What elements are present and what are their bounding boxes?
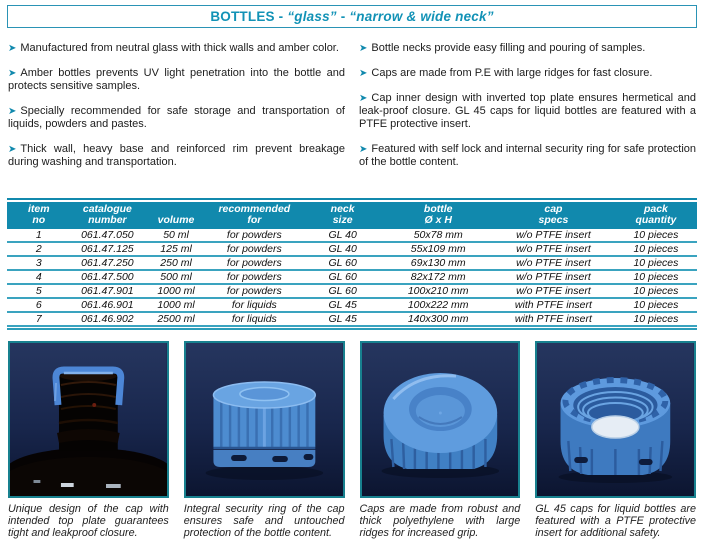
table-cell: 10 pieces bbox=[615, 312, 697, 326]
table-cell: GL 60 bbox=[301, 284, 384, 298]
column-header-recommended-for: recommended for bbox=[208, 202, 301, 229]
feature-text: Cap inner design with inverted top plate ensures hermetical and leak-proof closure. GL 45 caps for liquid bottles are featured with a PTFE protective insert. bbox=[359, 92, 696, 130]
table-cell: 061.47.901 bbox=[70, 284, 144, 298]
table-row bbox=[7, 312, 697, 326]
table-cell: 061.46.902 bbox=[70, 312, 144, 326]
photo-caption: Integral security ring of the cap ensures safe and untouched protection of the bottle content. bbox=[183, 503, 345, 539]
table-cell: 125 ml bbox=[144, 242, 207, 256]
features-section bbox=[8, 42, 696, 181]
photo-figure-bottle-neck bbox=[8, 341, 169, 539]
features-right-column bbox=[359, 42, 696, 181]
arrow-bullet-icon: ➤ bbox=[359, 144, 368, 155]
table-cell: GL 60 bbox=[301, 256, 384, 270]
table-cell: 061.46.901 bbox=[70, 298, 144, 312]
table-cell: for liquids bbox=[208, 298, 301, 312]
table-cell: 4 bbox=[7, 270, 70, 284]
feature-text: Specially recommended for safe storage and transportation of liquids, powders and pastes. bbox=[8, 105, 345, 130]
table-cell: 500 ml bbox=[144, 270, 207, 284]
feature-text: Bottle necks provide easy filling and pouring of samples. bbox=[371, 42, 646, 54]
table-cell: 061.47.125 bbox=[70, 242, 144, 256]
table-row bbox=[7, 298, 697, 312]
column-header-item-no: item no bbox=[7, 202, 70, 229]
table-cell: w/o PTFE insert bbox=[492, 242, 615, 256]
column-header-bottle-dim: bottle Ø x H bbox=[384, 202, 492, 229]
feature-item bbox=[8, 143, 345, 169]
table-cell: 50 ml bbox=[144, 229, 207, 242]
table-cell: 10 pieces bbox=[615, 256, 697, 270]
feature-item bbox=[359, 42, 696, 55]
table-cell: for powders bbox=[208, 284, 301, 298]
table-cell: 10 pieces bbox=[615, 242, 697, 256]
table-cell: 69x130 mm bbox=[384, 256, 492, 270]
products-table-section bbox=[7, 198, 697, 330]
table-cell: 10 pieces bbox=[615, 229, 697, 242]
feature-text: Amber bottles prevents UV light penetration into the bottle and protects sensitive samples. bbox=[8, 67, 345, 92]
table-cell: GL 40 bbox=[301, 229, 384, 242]
table-cell: for powders bbox=[208, 242, 301, 256]
column-header-volume: volume bbox=[144, 202, 207, 229]
arrow-bullet-icon: ➤ bbox=[8, 106, 17, 117]
column-header-cap-specs: cap specs bbox=[492, 202, 615, 229]
title-separator: - bbox=[336, 9, 350, 24]
photo-caption: GL 45 caps for liquid bottles are featured with a PTFE protective insert for additional safety. bbox=[535, 503, 696, 539]
table-cell: for liquids bbox=[208, 312, 301, 326]
feature-item bbox=[8, 67, 345, 93]
table-cell: 50x78 mm bbox=[384, 229, 492, 242]
table-cell: 55x109 mm bbox=[384, 242, 492, 256]
table-cell: GL 45 bbox=[301, 298, 384, 312]
page-title bbox=[7, 5, 697, 28]
table-cell: for powders bbox=[208, 270, 301, 284]
table-cell: w/o PTFE insert bbox=[492, 256, 615, 270]
features-left-column bbox=[8, 42, 345, 181]
table-cell: 10 pieces bbox=[615, 298, 697, 312]
table-row bbox=[7, 229, 697, 242]
title-glass: “glass” bbox=[287, 9, 337, 24]
table-bottom-rule bbox=[7, 328, 697, 330]
column-header-neck-size: neck size bbox=[301, 202, 384, 229]
column-header-catalogue-number: catalogue number bbox=[70, 202, 144, 229]
table-cell: 1000 ml bbox=[144, 284, 207, 298]
table-cell: for powders bbox=[208, 229, 301, 242]
table-cell: 10 pieces bbox=[615, 270, 697, 284]
photo-figure-cap-open bbox=[535, 341, 696, 539]
table-cell: w/o PTFE insert bbox=[492, 229, 615, 242]
feature-item bbox=[8, 105, 345, 131]
products-table bbox=[7, 202, 697, 327]
arrow-bullet-icon: ➤ bbox=[8, 68, 17, 79]
table-cell: GL 40 bbox=[301, 242, 384, 256]
feature-text: Caps are made from P.E with large ridges for fast closure. bbox=[371, 67, 653, 79]
feature-item bbox=[359, 143, 696, 169]
title-bottles: BOTTLES - bbox=[210, 9, 288, 24]
arrow-bullet-icon: ➤ bbox=[8, 144, 17, 155]
table-cell: 061.47.500 bbox=[70, 270, 144, 284]
table-cell: for powders bbox=[208, 256, 301, 270]
feature-text: Manufactured from neutral glass with thick walls and amber color. bbox=[20, 42, 339, 54]
arrow-bullet-icon: ➤ bbox=[359, 43, 368, 54]
feature-text: Featured with self lock and internal security ring for safe protection of the bottle content. bbox=[359, 143, 696, 168]
table-cell: 5 bbox=[7, 284, 70, 298]
table-cell: with PTFE insert bbox=[492, 298, 615, 312]
feature-item bbox=[8, 42, 345, 55]
photo-figure-cap-side bbox=[184, 341, 345, 539]
table-cell: GL 45 bbox=[301, 312, 384, 326]
blue-cap-top-photo bbox=[360, 341, 521, 498]
table-row bbox=[7, 270, 697, 284]
table-cell: w/o PTFE insert bbox=[492, 284, 615, 298]
arrow-bullet-icon: ➤ bbox=[359, 68, 368, 79]
table-cell: 100x222 mm bbox=[384, 298, 492, 312]
amber-bottle-neck-photo bbox=[8, 341, 169, 498]
table-top-rule bbox=[7, 198, 697, 200]
arrow-bullet-icon: ➤ bbox=[359, 93, 368, 104]
table-cell: 7 bbox=[7, 312, 70, 326]
table-cell: 1000 ml bbox=[144, 298, 207, 312]
table-row bbox=[7, 242, 697, 256]
product-photo-gallery bbox=[8, 341, 696, 539]
table-cell: 2 bbox=[7, 242, 70, 256]
table-cell: w/o PTFE insert bbox=[492, 270, 615, 284]
table-cell: 100x210 mm bbox=[384, 284, 492, 298]
table-cell: 061.47.050 bbox=[70, 229, 144, 242]
table-cell: 061.47.250 bbox=[70, 256, 144, 270]
title-neck: “narrow & wide neck” bbox=[349, 9, 494, 24]
table-cell: 250 ml bbox=[144, 256, 207, 270]
blue-cap-side-photo bbox=[184, 341, 345, 498]
table-cell: 1 bbox=[7, 229, 70, 242]
feature-item bbox=[359, 67, 696, 80]
column-header-pack-quantity: pack quantity bbox=[615, 202, 697, 229]
feature-text: Thick wall, heavy base and reinforced rim prevent breakage during washing and transportation. bbox=[8, 143, 345, 168]
photo-caption: Caps are made from robust and thick polyethylene with large ridges for increased grip. bbox=[359, 503, 521, 539]
table-cell: 3 bbox=[7, 256, 70, 270]
blue-cap-open-thread-photo bbox=[535, 341, 696, 498]
table-cell: with PTFE insert bbox=[492, 312, 615, 326]
table-cell: 140x300 mm bbox=[384, 312, 492, 326]
table-row bbox=[7, 284, 697, 298]
feature-item bbox=[359, 92, 696, 131]
table-cell: 10 pieces bbox=[615, 284, 697, 298]
photo-figure-cap-top bbox=[360, 341, 521, 539]
arrow-bullet-icon: ➤ bbox=[8, 43, 17, 54]
photo-caption: Unique design of the cap with intended top plate guarantees tight and leakproof closure. bbox=[8, 503, 169, 539]
table-cell: 2500 ml bbox=[144, 312, 207, 326]
table-header-row bbox=[7, 202, 697, 229]
table-cell: GL 60 bbox=[301, 270, 384, 284]
table-cell: 82x172 mm bbox=[384, 270, 492, 284]
table-row bbox=[7, 256, 697, 270]
table-cell: 6 bbox=[7, 298, 70, 312]
